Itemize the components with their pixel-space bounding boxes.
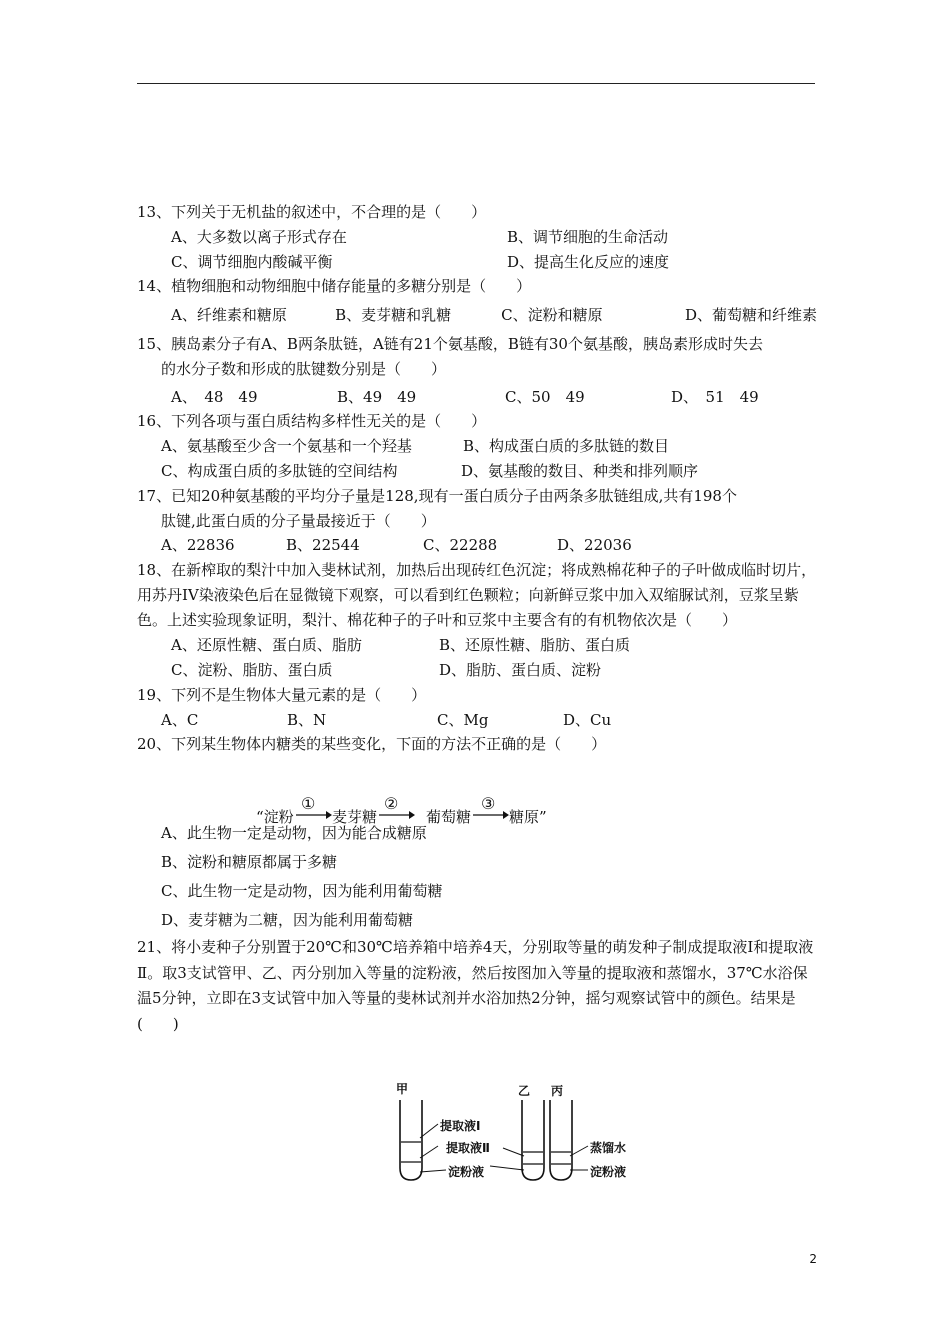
q14-option-c: C、淀粉和糖原 <box>501 306 603 325</box>
eq-step3-label: ③ <box>481 794 496 813</box>
q20-equation <box>256 794 576 830</box>
q13-option-a: A、大多数以离子形式存在 <box>171 227 347 246</box>
q16-option-a: A、氨基酸至少含一个氨基和一个羟基 <box>161 437 412 456</box>
q19-option-c: C、Mg <box>437 710 489 729</box>
q18-option-d: D、脂肪、蛋白质、淀粉 <box>439 660 602 679</box>
q15-option-b: B、49 49 <box>337 387 417 406</box>
q13-option-d: D、提高生化反应的速度 <box>507 252 670 271</box>
q16-options-row1 <box>137 434 817 459</box>
q14-option-b: B、麦芽糖和乳糖 <box>335 306 452 325</box>
q18-option-c: C、淀粉、脂肪、蛋白质 <box>171 660 333 679</box>
eq-step2-label: ② <box>384 794 399 813</box>
q18-options-row1 <box>137 633 817 658</box>
q16-stem: 16、下列各项与蛋白质结构多样性无关的是（ ） <box>137 412 487 431</box>
q14-stem: 14、植物细胞和动物细胞中储存能量的多糖分别是（ ） <box>137 277 532 296</box>
eq-arrow-3 <box>473 810 509 820</box>
q13-options-row1 <box>137 225 817 250</box>
q18-option-a: A、还原性糖、蛋白质、脂肪 <box>171 636 362 655</box>
eq-step1-label: ① <box>301 794 316 813</box>
q18-options-row2 <box>137 658 817 683</box>
q16-option-c: C、构成蛋白质的多肽链的空间结构 <box>161 461 398 480</box>
q19-option-d: D、Cu <box>563 710 612 729</box>
q19-stem: 19、下列不是生物体大量元素的是（ ） <box>137 685 427 704</box>
extract-1-label: 提取液Ⅰ <box>440 1119 481 1133</box>
q15-option-d: D、 51 49 <box>671 387 759 406</box>
starch-left-label: 淀粉液 <box>448 1165 485 1179</box>
q20-stem: 20、下列某生物体内糖类的某些变化，下面的方法不正确的是（ ） <box>137 735 607 754</box>
question-list <box>137 200 817 1037</box>
q20-option-d: D、麦芽糖为二糖，因为能利用葡萄糖 <box>161 911 414 930</box>
q20-option-a: A、此生物一定是动物，因为能合成糖原 <box>161 824 427 843</box>
q17-options <box>137 533 817 558</box>
q20-option-b: B、淀粉和糖原都属于多糖 <box>161 853 338 872</box>
test-tube-figure <box>390 1080 640 1190</box>
q21-stem: 21、将小麦种子分别置于20℃和30℃培养箱中培养4天，分别取等量的萌发种子制成提取液Ⅰ和提取液Ⅱ。取3支试管甲、乙、丙分别加入等量的淀粉液，然后按图加入等量的提取液和蒸馏水，37℃水浴保温5分钟，立即在3支试管中加入等量的斐林试剂并水浴加热2分钟，摇匀观察试管中的颜色。结果是( ) <box>137 938 814 1033</box>
q15-option-c: C、50 49 <box>505 387 585 406</box>
q19-option-b: B、N <box>287 710 327 729</box>
q18-option-b: B、还原性糖、脂肪、蛋白质 <box>439 636 631 655</box>
eq-arrow-2 <box>379 810 415 820</box>
water-label: 蒸馏水 <box>590 1141 627 1155</box>
q17-stem-line2: 肽键,此蛋白质的分子量最接近于（ ） <box>161 511 436 530</box>
q15-options <box>137 385 817 410</box>
q15-stem-line2: 的水分子数和形成的肽键数分别是（ ） <box>161 359 447 378</box>
tube-yi-label: 乙 <box>518 1084 531 1098</box>
q17-stem-line1: 17、已知20种氨基酸的平均分子量是128,现有一蛋白质分子由两条多肽链组成,共有198个 <box>137 486 737 505</box>
q17-option-c: C、22288 <box>423 536 498 555</box>
q17-option-d: D、22036 <box>557 536 632 555</box>
q17-option-a: A、22836 <box>161 536 235 555</box>
q18-stem: 18、在新榨取的梨汁中加入斐林试剂，加热后出现砖红色沉淀；将成熟棉花种子的子叶做成临时切片，用苏丹IV染液染色后在显微镜下观察，可以看到红色颗粒；向新鲜豆浆中加入双缩脲试剂，豆浆呈紫色。上述实验现象证明，梨汁、棉花种子的子叶和豆浆中主要含有的有机物依次是（ ） <box>137 561 817 630</box>
q14-option-a: A、纤维素和糖原 <box>171 306 287 325</box>
q13-option-c: C、调节细胞内酸碱平衡 <box>171 252 333 271</box>
starch-right-label: 淀粉液 <box>590 1165 627 1179</box>
tube-jia-label: 甲 <box>396 1082 409 1096</box>
q16-option-b: B、构成蛋白质的多肽链的数目 <box>463 437 670 456</box>
page-number: 2 <box>809 1252 817 1266</box>
extract-2-label: 提取液Ⅱ <box>446 1141 490 1155</box>
eq-maltose: 麦芽糖 <box>332 808 378 826</box>
q13-options-row2 <box>137 250 817 275</box>
eq-glycogen: 糖原” <box>509 808 547 826</box>
q17-option-b: B、22544 <box>286 536 360 555</box>
q13-option-b: B、调节细胞的生命活动 <box>507 227 669 246</box>
eq-arrow-1 <box>296 810 332 820</box>
q14-options <box>137 303 817 328</box>
q19-option-a: A、C <box>161 710 199 729</box>
q16-options-row2 <box>137 459 817 484</box>
header-rule <box>137 83 815 84</box>
eq-glucose: 葡萄糖 <box>426 808 472 826</box>
q15-stem-line1: 15、胰岛素分子有A、B两条肽链，A链有21个氨基酸，B链有30个氨基酸，胰岛素形成时失去 <box>137 334 763 353</box>
q20-option-c: C、此生物一定是动物，因为能利用葡萄糖 <box>161 882 443 901</box>
q19-options <box>137 708 817 733</box>
q14-option-d: D、葡萄糖和纤维素 <box>684 306 817 325</box>
q13-stem: 13、下列关于无机盐的叙述中，不合理的是（ ） <box>137 203 487 221</box>
tube-bing-label: 丙 <box>551 1084 564 1098</box>
eq-starch: “淀粉 <box>256 808 294 826</box>
q16-option-d: D、氨基酸的数目、种类和排列顺序 <box>461 461 699 480</box>
q15-option-a: A、 48 49 <box>171 387 258 406</box>
